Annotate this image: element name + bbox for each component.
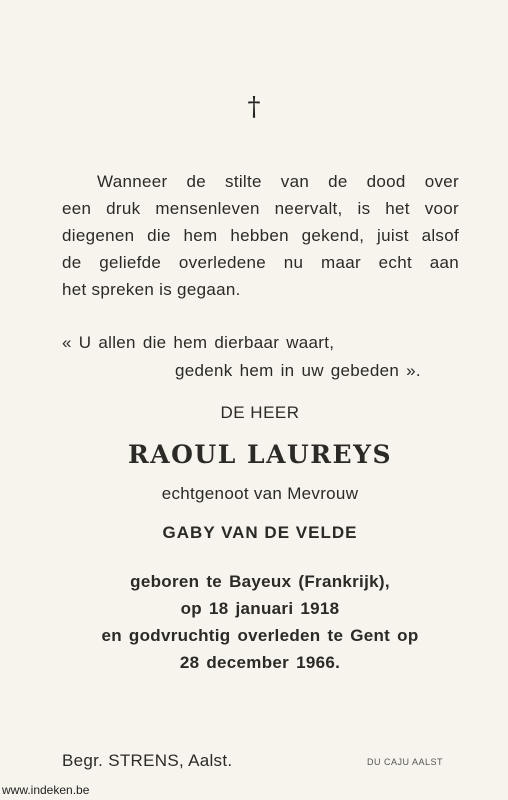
cross-icon: † — [247, 92, 261, 122]
bio-line: op 18 januari 1918 — [180, 599, 340, 618]
biography — [0, 568, 508, 676]
title-heading: DE HEER — [220, 403, 300, 422]
quote-line-2: gedenk hem in uw gebeden ». — [175, 361, 421, 380]
paragraph-line: de geliefde overledene nu maar echt aan — [62, 253, 459, 272]
paragraph-line: een druk mensenleven neervalt, is het voor — [62, 199, 459, 218]
paragraph-line: Wanneer de stilte van de dood over — [97, 172, 459, 191]
watermark-text: www.indeken.be — [2, 783, 90, 797]
paragraph-line: diegenen die hem hebben gekend, juist alsof — [62, 226, 459, 245]
deceased-name: RAOUL LAUREYS — [127, 440, 393, 469]
bio-line: en godvruchtig overleden te Gent op — [101, 626, 419, 645]
bio-line: geboren te Bayeux (Frankrijk), — [130, 572, 390, 591]
printer-text: DU CAJU AALST — [367, 757, 444, 767]
quote-line-1: « U allen die hem dierbaar waart, — [62, 333, 335, 352]
paragraph-line: het spreken is gegaan. — [62, 280, 241, 299]
undertaker-text: Begr. STRENS, Aalst. — [62, 751, 233, 770]
spouse-label: echtgenoot van Mevrouw — [161, 484, 359, 503]
intro-paragraph — [62, 168, 459, 303]
bio-line: 28 december 1966. — [179, 653, 341, 672]
spouse-name: GABY VAN DE VELDE — [162, 523, 358, 542]
